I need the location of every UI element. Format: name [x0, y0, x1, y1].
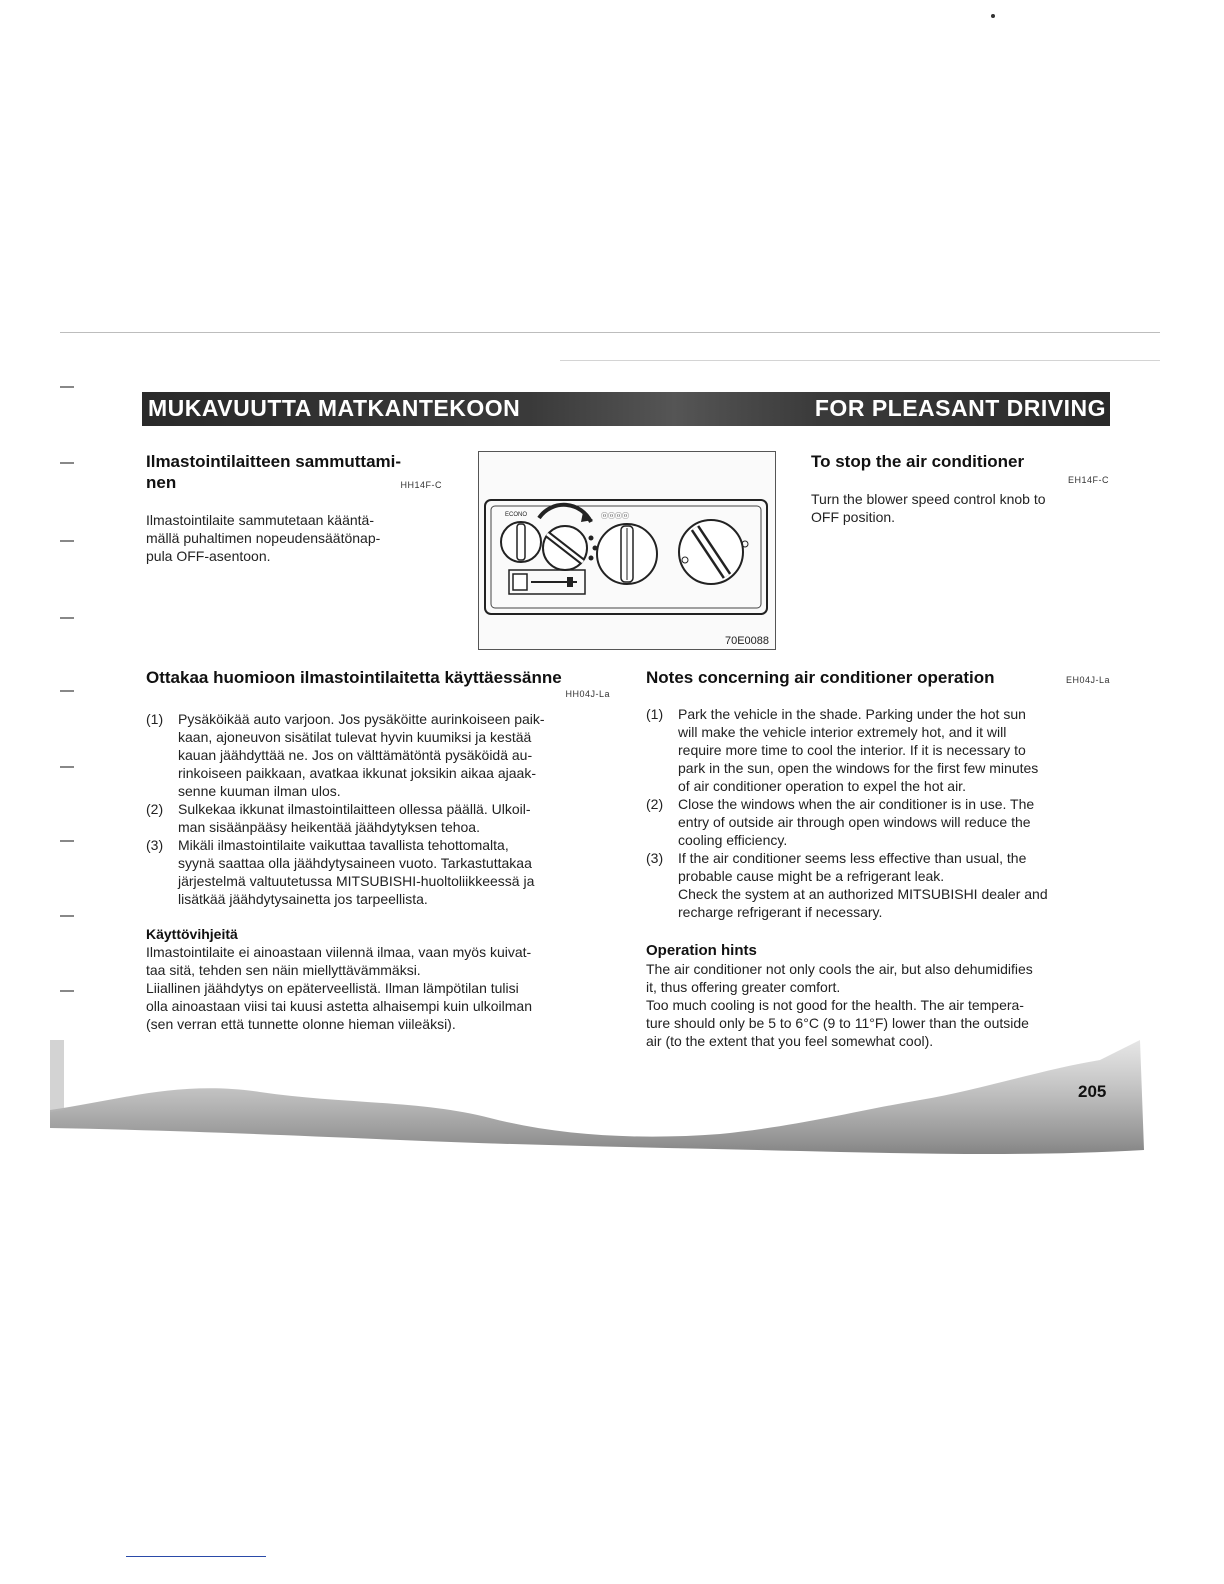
en-hints-line: ture should only be 5 to 6°C (9 to 11°F) lower than the outside — [646, 1015, 1029, 1031]
list-item-line: Mikäli ilmastointilaite vaikuttaa tavallista tehottomalta, — [178, 837, 509, 853]
fi-hints-body — [146, 943, 610, 1033]
fi-hints-line: Liiallinen jäähdytys on epäterveellistä. Ilman lämpötilan tulisi — [146, 980, 519, 996]
fi-notes-title: Ottakaa huomioon ilmastointilaitetta käyttäessänne — [146, 668, 562, 687]
list-item-line: rinkoiseen paikkaan, avatkaa ikkunat joksikin aikaa ajaak- — [178, 765, 536, 781]
margin-tick — [60, 915, 74, 917]
list-item-line: Park the vehicle in the shade. Parking under the hot sun — [678, 706, 1026, 722]
list-item — [646, 705, 1110, 795]
list-item-line: man sisäänpääsy heikentää jäähdytyksen tehoa. — [178, 819, 480, 835]
section-title-finnish: MUKAVUUTTA MATKANTEKOON — [148, 395, 521, 421]
list-item-number: (3) — [146, 837, 164, 853]
list-item-line: recharge refrigerant if necessary. — [678, 904, 883, 920]
list-item-line: syynä saattaa olla jäähdytysaineen vuoto. Tarkastuttakaa — [178, 855, 532, 871]
en-hints-line: it, thus offering greater comfort. — [646, 979, 841, 995]
margin-tick — [60, 540, 74, 542]
list-item-line: cooling efficiency. — [678, 832, 788, 848]
fi-stop-line: mällä puhaltimen nopeudensäätönap- — [146, 530, 381, 546]
list-item — [146, 710, 610, 800]
list-item-line: kaan, ajoneuvon sisätilat tulevat hyvin kuumiksi ja kestää — [178, 729, 532, 745]
en-stop-title: To stop the air conditioner — [811, 452, 1025, 471]
list-item-number: (1) — [146, 711, 164, 727]
margin-tick — [60, 990, 74, 992]
list-item-line: probable cause might be a refrigerant leak. — [678, 868, 945, 884]
scan-rule-2 — [560, 360, 1160, 361]
en-notes-section — [646, 667, 1110, 921]
en-hints-line: air (to the extent that you feel somewhat cool). — [646, 1033, 934, 1049]
fi-stop-line: pula OFF-asentoon. — [146, 548, 271, 564]
margin-tick — [60, 840, 74, 842]
control-panel-illustration — [479, 452, 775, 649]
en-hints-line: Too much cooling is not good for the health. The air tempera- — [646, 997, 1024, 1013]
fi-stop-title-line2: nen — [146, 473, 177, 492]
list-item-line: järjestelmä valtuutetussa MITSUBISHI-huoltoliikkeessä ja — [178, 873, 535, 889]
section-title-english: FOR PLEASANT DRIVING — [814, 395, 1106, 421]
fi-hints-line: taa sitä, tehden sen näin miellyttävämmäksi. — [146, 962, 421, 978]
list-item-line: Close the windows when the air conditioner is in use. The — [678, 796, 1035, 812]
en-notes-title: Notes concerning air conditioner operation — [646, 668, 995, 687]
list-item — [146, 836, 610, 908]
fi-stop-line: Ilmastointilaite sammutetaan kääntä- — [146, 512, 374, 528]
margin-tick — [60, 386, 74, 388]
fi-notes-code: HH04J-La — [565, 689, 610, 699]
fi-hints-line: (sen verran että tunnette olonne hieman viileäksi). — [146, 1016, 456, 1032]
en-stop-line: OFF position. — [811, 509, 896, 525]
scan-rule — [60, 332, 1160, 333]
en-stop-body — [811, 490, 1109, 526]
fi-hints-line: Ilmastointilaite ei ainoastaan viilennä ilmaa, vaan myös kuivat- — [146, 944, 532, 960]
fi-hints-line: olla ainoastaan viisi tai kuusi astetta alhaisempi kuin ulkoilman — [146, 998, 532, 1014]
en-notes-list — [646, 705, 1110, 921]
list-item-line: Pysäköikää auto varjoon. Jos pysäköitte aurinkoiseen paik- — [178, 711, 545, 727]
fi-stop-title-line1: Ilmastointilaitteen sammuttami- — [146, 452, 402, 471]
fi-hints-section — [146, 925, 610, 1033]
list-item-line: of air conditioner operation to expel the hot air. — [678, 778, 966, 794]
fi-stop-body — [146, 511, 442, 565]
list-item-number: (2) — [146, 801, 164, 817]
list-item-line: Sulkekaa ikkunat ilmastointilaitteen ollessa päällä. Ulkoil- — [178, 801, 531, 817]
margin-tick — [60, 690, 74, 692]
page-number: 205 — [1078, 1082, 1107, 1101]
svg-text:ECONO: ECONO — [505, 512, 528, 518]
en-notes-code: EH04J-La — [1065, 675, 1110, 685]
svg-text:ⓞⓞⓞⓞ: ⓞⓞⓞⓞ — [601, 513, 629, 520]
list-item-number: (2) — [646, 796, 664, 812]
list-item — [646, 849, 1110, 921]
en-stop-code: EH14F-C — [1067, 475, 1109, 485]
margin-tick — [60, 766, 74, 768]
list-item-number: (1) — [646, 706, 664, 722]
torn-page-edge — [40, 1040, 1150, 1160]
list-item-line: kauan jäähdyttää ne. Jos on välttämätöntä pysäköidä au- — [178, 747, 533, 763]
margin-tick — [60, 617, 74, 619]
en-hints-section — [646, 942, 1110, 1050]
fi-stop-section — [146, 451, 442, 565]
list-item-line: park in the sun, open the windows for the first few minutes — [678, 760, 1039, 776]
en-hints-title: Operation hints — [646, 942, 757, 959]
en-hints-body — [646, 960, 1110, 1050]
list-item-line: Check the system at an authorized MITSUBISHI dealer and — [678, 886, 1048, 902]
list-item-line: entry of outside air through open windows will reduce the — [678, 814, 1031, 830]
list-item-line: require more time to cool the interior. If it is necessary to — [678, 742, 1026, 758]
fi-notes-list — [146, 710, 610, 908]
list-item — [646, 795, 1110, 849]
list-item-line: lisätkää jäähdytysainetta jos tarpeellista. — [178, 891, 428, 907]
en-stop-line: Turn the blower speed control knob to — [811, 491, 1046, 507]
list-item-line: If the air conditioner seems less effective than usual, the — [678, 850, 1027, 866]
list-item-line: will make the vehicle interior extremely hot, and it will — [678, 724, 1007, 740]
en-stop-section — [811, 451, 1109, 526]
margin-tick — [60, 462, 74, 464]
en-hints-line: The air conditioner not only cools the air, but also dehumidifies — [646, 961, 1033, 977]
control-panel-figure — [478, 451, 776, 650]
speck — [991, 14, 995, 18]
fi-stop-code: HH14F-C — [400, 480, 442, 490]
list-item — [146, 800, 610, 836]
list-item-number: (3) — [646, 850, 664, 866]
fi-hints-title: Käyttövihjeitä — [146, 926, 238, 942]
bottom-rule — [126, 1556, 266, 1557]
fi-notes-section — [146, 667, 610, 908]
list-item-line: senne kuuman ilman ulos. — [178, 783, 341, 799]
figure-code: 70E0088 — [724, 635, 769, 647]
